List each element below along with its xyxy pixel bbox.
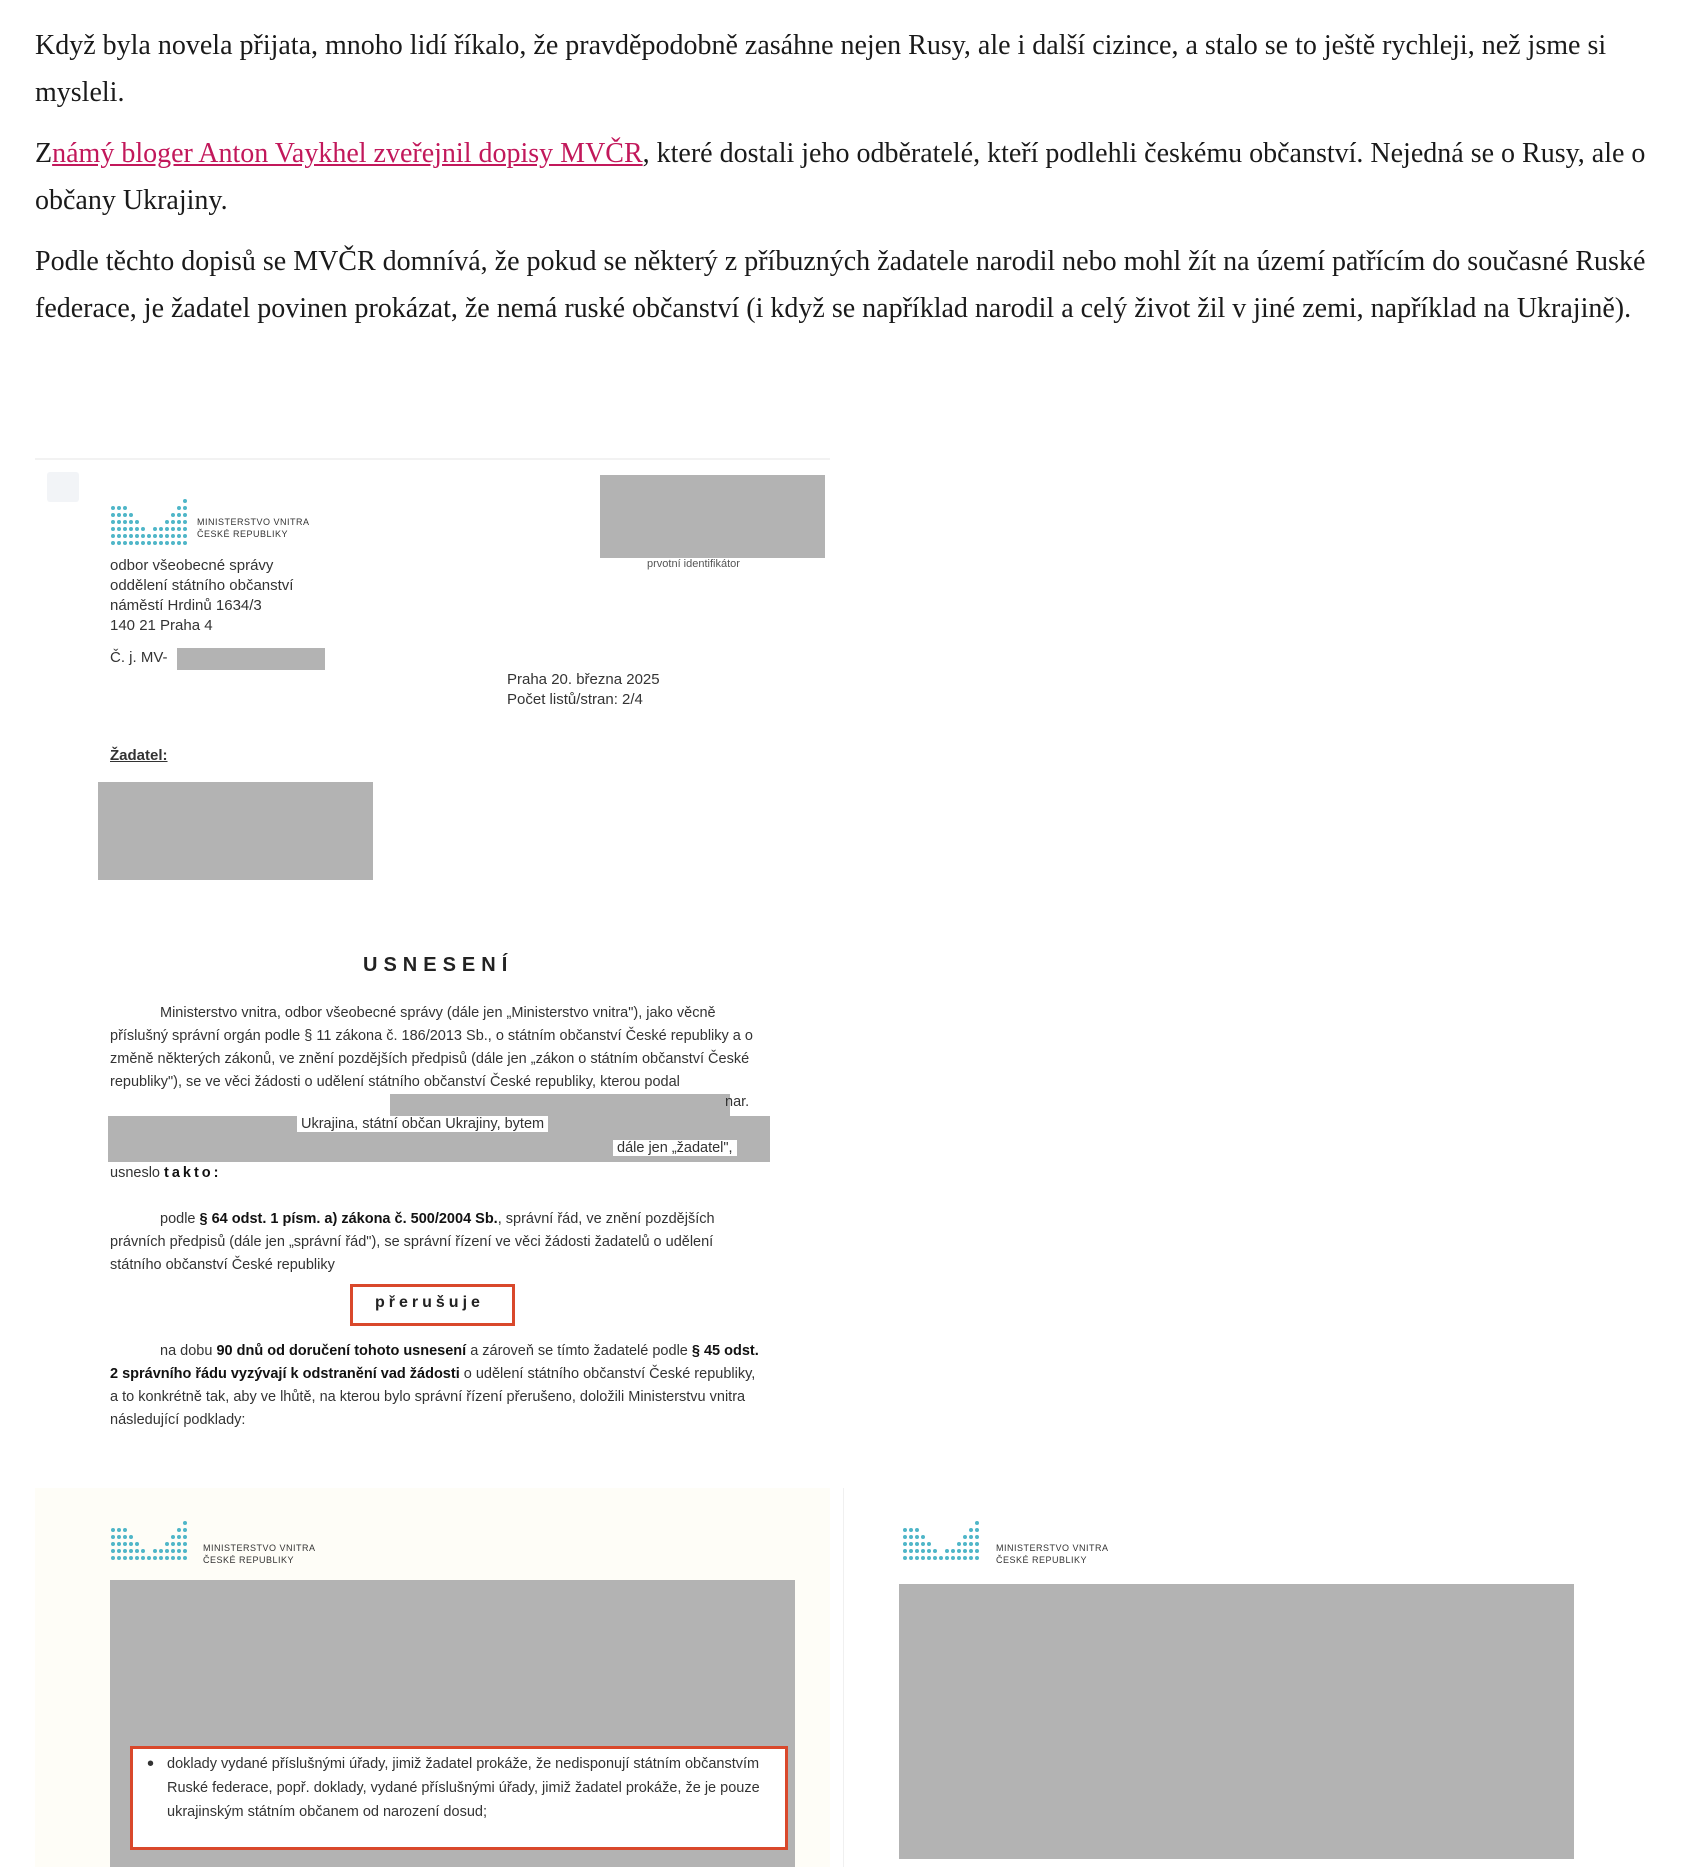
article-body: [35, 22, 1655, 346]
para2-law-reference: § 64 odst. 1 písm. a) zákona č. 500/2004 Sb.: [199, 1211, 498, 1227]
decided-bold: takto:: [164, 1165, 222, 1181]
letter-date: Praha 20. března 2025: [507, 671, 660, 688]
image-placeholder-icon: [47, 472, 79, 502]
ministry-line-2: ČESKÉ REPUBLIKY: [996, 1555, 1088, 1565]
ministry-logo-icon: [902, 1520, 982, 1580]
identifier-caption: prvotní identifikátor: [647, 558, 740, 570]
letter-page-2: [35, 1488, 830, 1867]
decided-as-follows: [110, 1162, 222, 1185]
para2-text-a: podle: [160, 1211, 200, 1227]
department-line-2: oddělení státního občanství: [110, 577, 294, 594]
applicant-designation: dále jen „žadatel",: [613, 1140, 737, 1156]
para3-law-reference: § 45 odst. 2 správního řádu vyzývají k odstranění vad žádosti: [110, 1343, 759, 1382]
article-paragraph-2: [35, 130, 1655, 224]
para3-text-e: o udělení státního občanství České republiky, a to konkrétně tak, aby ve lhůtě, na kterou bylo správní řízení přerušeno, doložili Ministerstvu vnitra následující podklady:: [110, 1366, 756, 1428]
department-line-1: odbor všeobecné správy: [110, 557, 274, 574]
redacted-applicant-name: [390, 1094, 730, 1116]
ministry-name: [203, 1542, 316, 1566]
ministry-line-1: MINISTERSTVO VNITRA: [996, 1543, 1109, 1553]
redacted-reference: [177, 648, 325, 670]
citizenship-line: Ukrajina, státní občan Ukrajiny, bytem: [297, 1116, 548, 1132]
ministry-line-2: ČESKÉ REPUBLIKY: [197, 529, 289, 539]
article-paragraph-1: Když byla novela přijata, mnoho lidí říkalo, že pravděpodobně zasáhne nejen Rusy, ale i další cizince, a stalo se to ještě rychleji, než jsme si mysleli.: [35, 30, 1607, 108]
resolution-paragraph-2: [110, 1208, 765, 1277]
decision-word: přerušuje: [375, 1294, 484, 1311]
bullet-icon: •: [147, 1753, 155, 1775]
born-abbrev: nar.: [725, 1094, 750, 1110]
reference-number: Č. j. MV-: [110, 649, 168, 666]
para3-text-c: a zároveň se tímto žadatelé podle: [466, 1343, 692, 1359]
page-count: Počet listů/stran: 2/4: [507, 691, 643, 708]
letter-page-1: [35, 458, 830, 1460]
resolution-paragraph-3: [110, 1340, 765, 1432]
para2-text-c: , správní řád, ve znění pozdějších právních předpisů (dále jen „správní řád"), se správní řízení ve věci žádosti žadatelů o udělení státního občanství České republiky: [110, 1211, 715, 1273]
ministry-line-1: MINISTERSTVO VNITRA: [203, 1543, 316, 1553]
ministry-name: [197, 516, 310, 540]
ministry-line-2: ČESKÉ REPUBLIKY: [203, 1555, 295, 1565]
paragraph-2-prefix: Z: [35, 138, 53, 169]
decided-prefix: usneslo: [110, 1165, 165, 1181]
redacted-barcode: [600, 475, 825, 558]
para3-deadline: 90 dnů od doručení tohoto usnesení: [216, 1343, 467, 1359]
address-line-1: náměstí Hrdinů 1634/3: [110, 597, 262, 614]
applicant-label: Žadatel:: [110, 747, 168, 764]
address-line-2: 140 21 Praha 4: [110, 617, 213, 634]
resolution-paragraph-1: Ministerstvo vnitra, odbor všeobecné správy (dále jen „Ministerstvo vnitra"), jako věcně příslušný správní orgán podle § 11 zákona č. 186/2013 Sb., o státním občanství České republiky a o změně některých zákonů, ve znění pozdějších předpisů (dále jen „zákon o státním občanství České republiky"), se ve věci žádosti o udělení státního občanství České republiky, kterou podal: [110, 1005, 753, 1090]
requirement-text: doklady vydané příslušnými úřady, jimiž žadatel prokáže, že nedisponují státním občanstvím Ruské federace, popř. doklady, vydané příslušnými úřady, jimiž žadatel prokáže, že je pouze ukrajinským státním občanem od narození dosud;: [167, 1756, 760, 1820]
redacted-applicant: [98, 782, 373, 880]
letter-page-3: [843, 1488, 1654, 1867]
ministry-line-1: MINISTERSTVO VNITRA: [197, 517, 310, 527]
ministry-logo-icon: [110, 498, 190, 558]
redacted-content: [899, 1584, 1574, 1859]
resolution-heading: USNESENÍ: [363, 954, 514, 976]
ministry-logo-icon: [110, 1520, 190, 1580]
ministry-name: [996, 1542, 1109, 1566]
paragraph-2-suffix: , které dostali jeho odběratelé, kteří podlehli českému občanství. Nejedná se o Rusy, ale o občany Ukrajiny.: [35, 138, 1646, 216]
department-block: [110, 556, 293, 636]
para3-text-a: na dobu: [160, 1343, 217, 1359]
date-block: [507, 670, 660, 710]
blogger-link[interactable]: námý bloger Anton Vaykhel zveřejnil dopisy MVČR: [52, 138, 643, 169]
article-paragraph-3: Podle těchto dopisů se MVČR domnívá, že pokud se některý z příbuzných žadatele narodil nebo mohl žít na území patřícím do současné Ruské federace, je žadatel povinen prokázat, že nemá ruské občanství (i když se například narodil a celý život žil v jiné zemi, například na Ukrajině).: [35, 246, 1646, 324]
